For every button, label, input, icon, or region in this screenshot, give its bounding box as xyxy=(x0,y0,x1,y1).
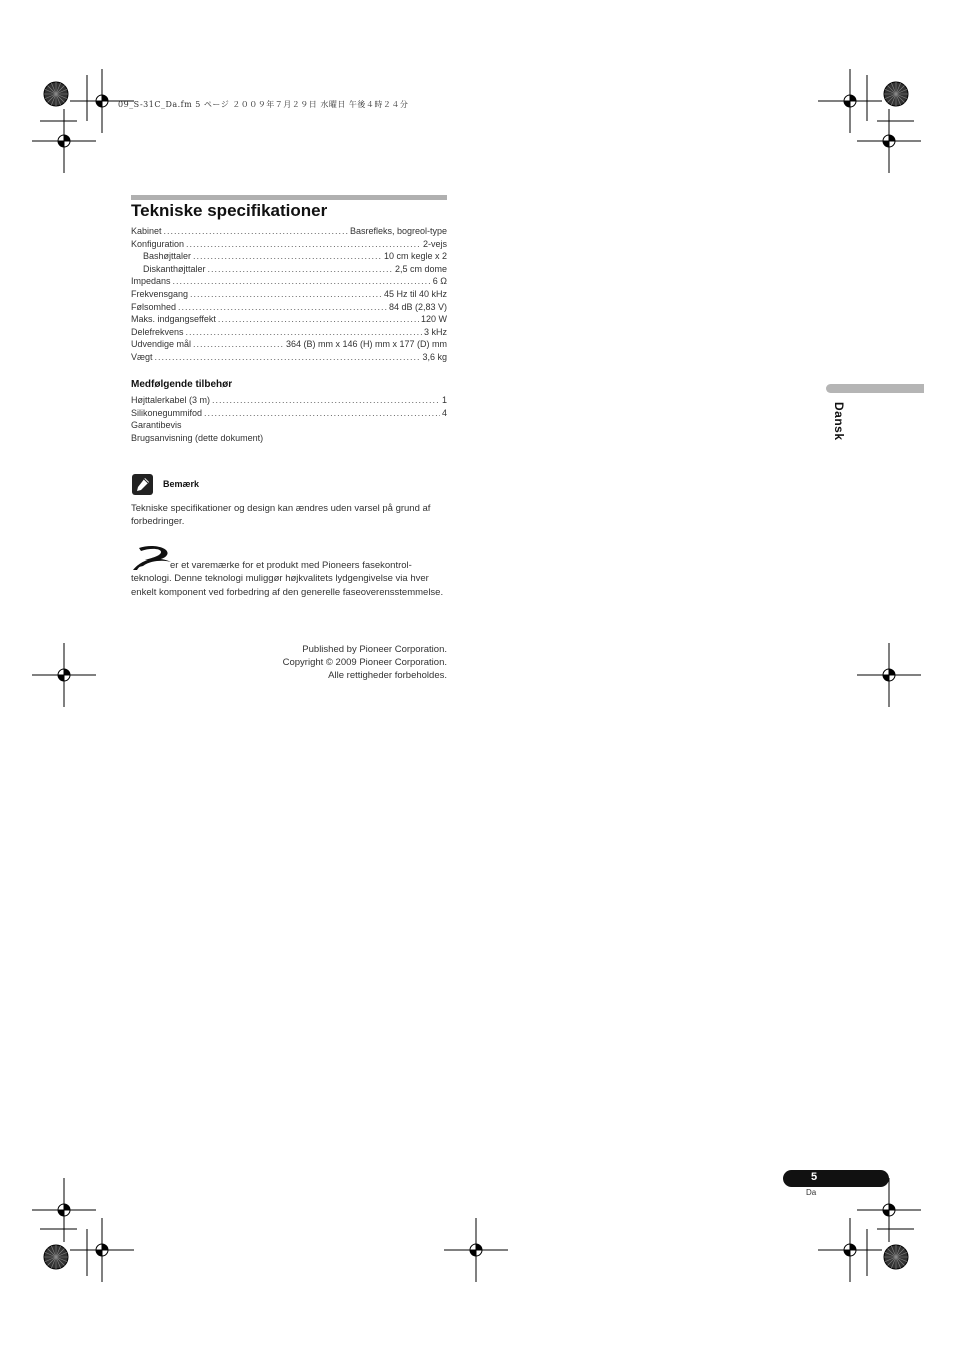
accessory-row: Silikonegummifod ..... 4 xyxy=(131,407,447,420)
spec-list xyxy=(131,225,447,364)
spec-row: Vægt ..... 3,6 kg xyxy=(131,351,447,364)
spec-row: Følsomhed ..... 84 dB (2,83 V) xyxy=(131,301,447,314)
spec-row: Maks. indgangseffekt ..... 120 W xyxy=(131,313,447,326)
language-tab-label: Dansk xyxy=(832,402,846,441)
spec-row: Udvendige mål ..... 364 (B) mm x 146 (H) mm x 177 (D) mm xyxy=(131,338,447,351)
publisher-line: Published by Pioneer Corporation. xyxy=(302,644,447,655)
accessory-item: Brugsanvisning (dette dokument) xyxy=(131,432,264,443)
rights-line: Alle rettigheder forbeholdes. xyxy=(328,670,447,681)
spec-row: Frekvensgang ..... 45 Hz til 40 kHz xyxy=(131,288,447,301)
spec-row: Kabinet ..... Basrefleks, bogreol-type xyxy=(131,225,447,238)
title-rule xyxy=(131,195,447,200)
spec-row: Bashøjttaler ..... 10 cm kegle x 2 xyxy=(131,250,447,263)
note-text: Tekniske specifikationer og design kan ændres uden varsel på grund af forbedringer. xyxy=(131,503,431,527)
page-number: 5 xyxy=(810,1171,818,1183)
note-label: Bemærk xyxy=(163,479,200,489)
accessories-list xyxy=(131,394,447,444)
page-language-code: Da xyxy=(806,1188,817,1197)
publisher-block xyxy=(200,643,447,682)
language-tab-bar xyxy=(826,384,924,393)
file-header-line: 09_S-31C_Da.fm 5 ページ ２００９年７月２９日 水曜日 午後４時２４分 xyxy=(118,100,409,109)
section-title: Tekniske specifikationer xyxy=(131,201,328,220)
accessory-item: Garantibevis xyxy=(131,420,182,431)
spec-row: Diskanthøjttaler ..... 2,5 cm dome xyxy=(131,263,447,276)
spec-row: Konfiguration ..... 2-vejs xyxy=(131,238,447,251)
copyright-line: Copyright © 2009 Pioneer Corporation. xyxy=(282,657,447,668)
accessories-title: Medfølgende tilbehør xyxy=(131,379,233,390)
accessory-row: Højttalerkabel (3 m) ..... 1 xyxy=(131,394,447,407)
trademark-text: er et varemærke for et produkt med Pioneers fasekontrol-teknologi. Denne teknologi muliggør højkvalitets lydgengivelse via hver enkelt komponent ved forbedring af den generelle faseoverensstemmelse. xyxy=(131,560,444,598)
spec-row: Delefrekvens ..... 3 kHz xyxy=(131,326,447,339)
pencil-note-icon xyxy=(132,474,153,495)
spec-row: Impedans ..... 6 Ω xyxy=(131,275,447,288)
